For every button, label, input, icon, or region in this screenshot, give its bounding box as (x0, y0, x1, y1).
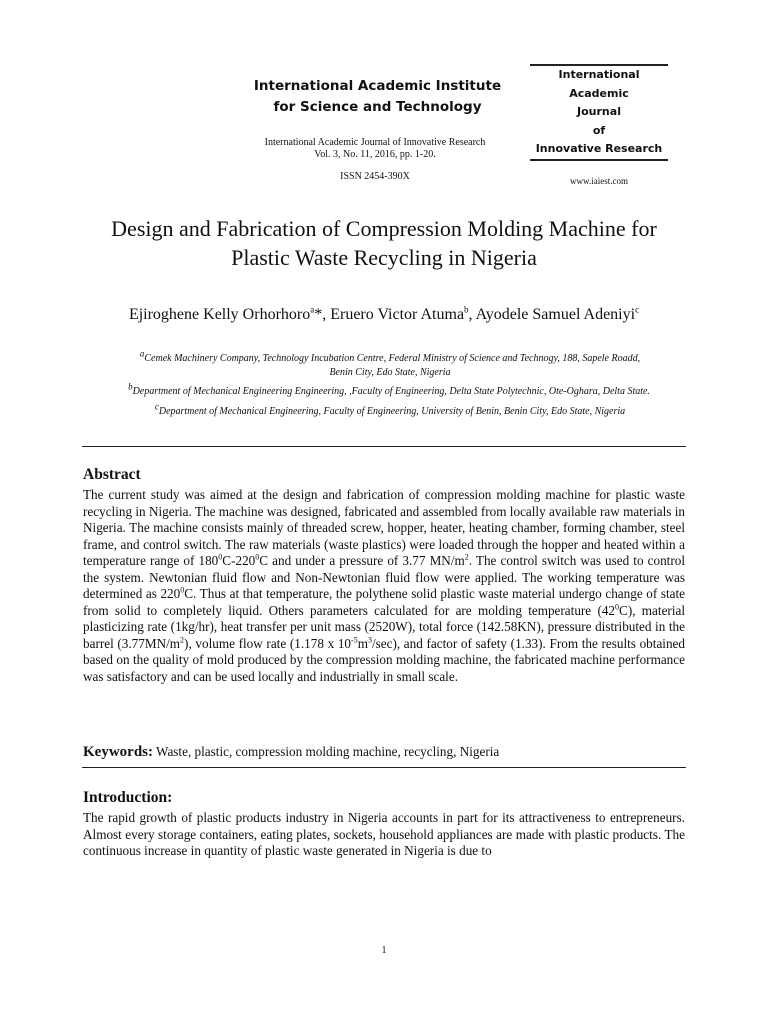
issn: ISSN 2454-390X (340, 171, 410, 182)
author-list (40, 306, 728, 324)
keywords-text: Waste, plastic, compression molding machine, recycling, Nigeria (153, 744, 500, 759)
institute-name-line2: for Science and Technology (273, 99, 482, 115)
affiliation-b (84, 381, 694, 397)
logo-line: Academic (569, 86, 629, 100)
journal-website: www.iaiest.com (570, 176, 628, 186)
affiliation-text: Benin City, Edo State, Nigeria (329, 367, 451, 378)
author-name: Eruero Victor Atuma (330, 306, 465, 323)
introduction-heading: Introduction: (83, 789, 173, 806)
abstract-heading: Abstract (83, 466, 141, 483)
logo-line: Innovative Research (535, 142, 663, 155)
affiliation-text: Cemek Machinery Company, Technology Incubation Centre, Federal Ministry of Science and Technogy, 188, Sapele Roadd, (144, 353, 641, 364)
divider (82, 767, 686, 768)
affiliation-mark: b (464, 304, 469, 315)
journal-logo (530, 64, 668, 161)
institute-name-line1: International Academic Institute (253, 78, 502, 94)
logo-line: Journal (577, 105, 621, 118)
author-separator: *, (314, 306, 331, 323)
page-number: 1 (381, 945, 387, 956)
abstract-text: The current study was aimed at the design and fabrication of compression molding machine for plastic waste recycling in Nigeria. The machine was designed, fabricated and assembled from locally available raw materials in Nigeria. The machine consists mainly of threaded screw, hopper, heater, heating chamber, forming chamber, steel frame, and control switch. The raw materials (waste plastics) were loaded through the hopper and heated within a temperature range of $180^0C-220^0C$ and under a pressure of 3.77 $MN/m^2$. The control switch was used to control the system. Newtonian fluid flow and Non-Newtonian fluid flow were applied. The working temperature was determined as $220^0C$. Thus at that temperature, the polythene solid plastic waste material undergo change of state from solid to completely liquid. Others parameters calculated for are molding temperature $(42^0C)$, material plasticizing rate (1kg/hr), heat transfer per unit mass (2520W), total force (142.58KN), pressure distributed in the barrel $(3.77MN/m^2)$, volume flow rate (1.178 x $10^{-5}m^3/\sec$), and factor of safety (1.33). From the results obtained based on the quality of mold produced by the compression molding machine, the fabricated machine performance was satisfactory and can be used locally and industrially in small scale. (83, 487, 685, 684)
divider (82, 446, 686, 447)
paper-title-line1: Design and Fabrication of Compression Molding Machine for (111, 216, 657, 241)
author-name: Ejiroghene Kelly Orhorhoro (128, 306, 311, 323)
affiliation-text: Department of Mechanical Engineering, Faculty of Engineering, University of Benin, Benin City, Edo State, Nigeria (158, 406, 626, 417)
journal-citation-line2: Vol. 3, No. 11, 2016, pp. 1-20. (314, 149, 436, 160)
journal-citation-line1: International Academic Journal of Innovative Research (264, 137, 486, 148)
affiliation-mark: c (154, 401, 159, 412)
author-name: Ayodele Samuel Adeniyi (475, 306, 636, 323)
paper-title-line2: Plastic Waste Recycling in Nigeria (231, 245, 537, 270)
paper-title (60, 214, 708, 272)
journal-citation (230, 137, 520, 161)
affiliation-mark: b (128, 381, 133, 392)
keywords-label: Keywords: (83, 744, 153, 760)
affiliation-mark: a (310, 304, 315, 315)
affiliation-c (100, 401, 680, 417)
introduction-text: The rapid growth of plastic products industry in Nigeria accounts in part for its attractiveness to entrepreneurs. Almost every storage containers, eating plates, sockets, household appliances are made with plastic products. The continuous increase in quantity of plastic waste generated in Nigeria is due to (83, 810, 685, 858)
keywords (83, 744, 685, 761)
affiliation-mark: a (139, 348, 145, 359)
logo-line: of (592, 123, 606, 137)
affiliation-a (90, 348, 690, 380)
logo-line: International (558, 68, 640, 81)
institute-name (190, 76, 565, 118)
author-separator: , (468, 306, 476, 323)
affiliation-text: Department of Mechanical Engineering Engineering, ,Faculty of Engineering, Delta State Polytechnic, Ote-Oghara, Delta State. (132, 386, 650, 397)
affiliation-mark: c (635, 304, 640, 315)
